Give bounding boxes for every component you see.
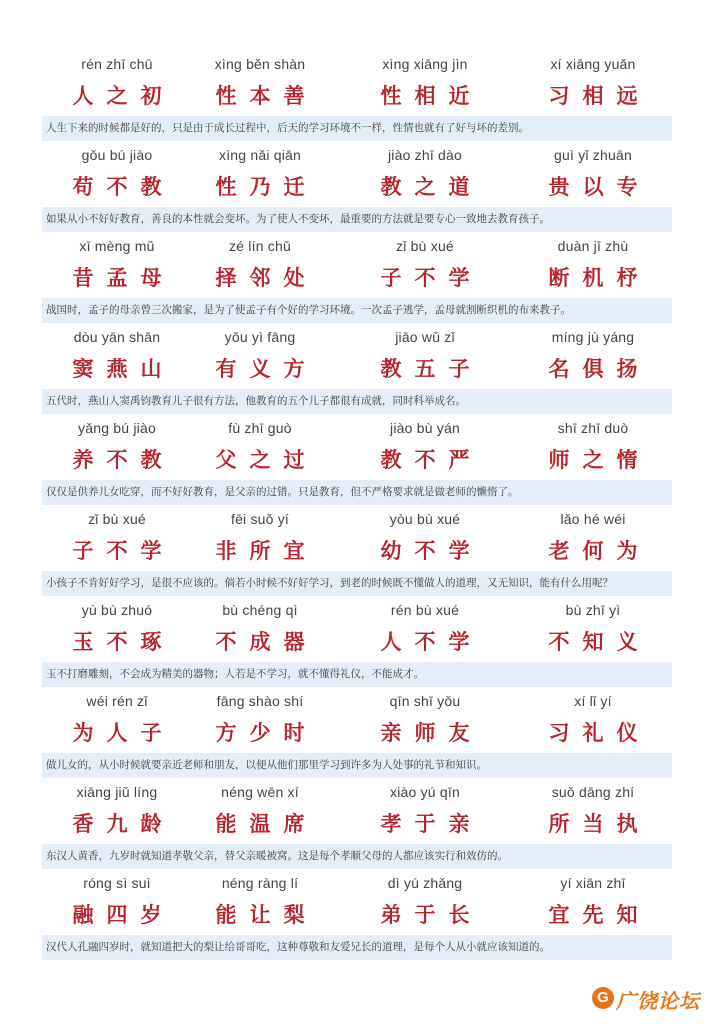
pinyin-text: yǒu yì fāng xyxy=(224,329,296,345)
hanzi-text: 习相远 xyxy=(548,84,651,108)
pinyin-text: xiào yú qīn xyxy=(390,784,460,800)
pinyin-text: xìng xiāng jìn xyxy=(382,56,468,72)
pinyin-text: dòu yān shān xyxy=(73,329,161,345)
hanzi-text: 名俱扬 xyxy=(548,357,651,381)
hanzi-text: 养不教 xyxy=(72,448,175,472)
pinyin-text: jiào bù yán xyxy=(390,420,460,436)
hanzi-row xyxy=(0,444,724,476)
pinyin-text: duàn jī zhù xyxy=(557,238,629,254)
pinyin-text: róng sì suì xyxy=(83,875,151,891)
hanzi-text: 能让梨 xyxy=(215,903,318,927)
pinyin-text: xìng běn shàn xyxy=(214,56,306,72)
hanzi-text: 老何为 xyxy=(548,539,651,563)
pinyin-text: fāng shào shí xyxy=(216,693,304,709)
hanzi-text: 融四岁 xyxy=(72,903,175,927)
explanation-text: 人生下来的时候都是好的，只是由于成长过程中，后天的学习环境不一样，性情也就有了好与坏的差别。 xyxy=(42,116,672,141)
hanzi-text: 教之道 xyxy=(380,175,483,199)
pinyin-text: yù bù zhuó xyxy=(81,602,153,618)
hanzi-row xyxy=(0,808,724,840)
hanzi-text: 人之初 xyxy=(72,84,175,108)
hanzi-row xyxy=(0,262,724,294)
hanzi-row xyxy=(0,171,724,203)
hanzi-row xyxy=(0,717,724,749)
pinyin-text: néng ràng lí xyxy=(221,875,299,891)
pinyin-text: shī zhī duò xyxy=(557,420,629,436)
hanzi-text: 窦燕山 xyxy=(72,357,175,381)
pinyin-text: fù zhī guò xyxy=(228,420,292,436)
pinyin-row xyxy=(0,871,724,895)
hanzi-row xyxy=(0,80,724,112)
explanation-text: 战国时，孟子的母亲曾三次搬家，是为了使孟子有个好的学习环境。一次孟子逃学，孟母就割断织机的布来教子。 xyxy=(42,298,672,323)
pinyin-text: rén zhī chū xyxy=(81,56,153,72)
pinyin-text: zé lín chǔ xyxy=(229,238,291,254)
verse-section xyxy=(0,871,724,962)
verse-section xyxy=(0,780,724,871)
pinyin-text: xí lǐ yí xyxy=(574,693,612,709)
pinyin-row xyxy=(0,52,724,76)
pinyin-text: qīn shī yǒu xyxy=(389,693,461,709)
hanzi-text: 孝于亲 xyxy=(380,812,483,836)
hanzi-text: 断机杼 xyxy=(548,266,651,290)
hanzi-text: 香九龄 xyxy=(72,812,175,836)
hanzi-text: 弟于长 xyxy=(380,903,483,927)
hanzi-row xyxy=(0,353,724,385)
pinyin-text: wéi rén zǐ xyxy=(86,693,148,709)
verse-section xyxy=(0,52,724,143)
explanation-text: 做儿女的，从小时候就要亲近老师和朋友，以便从他们那里学习到许多为人处事的礼节和知识。 xyxy=(42,753,672,778)
pinyin-text: zǐ bù xué xyxy=(396,238,454,254)
verse-section xyxy=(0,234,724,325)
site-watermark-logo xyxy=(590,980,720,1020)
pinyin-text: néng wēn xí xyxy=(221,784,299,800)
hanzi-text: 子不学 xyxy=(380,266,483,290)
hanzi-text: 子不学 xyxy=(72,539,175,563)
pinyin-text: xìng nǎi qiān xyxy=(219,147,301,163)
verse-section xyxy=(0,325,724,416)
hanzi-row xyxy=(0,626,724,658)
explanation-text: 东汉人黄香，九岁时就知道孝敬父亲，替父亲暖被窝。这是每个孝顺父母的人都应该实行和效仿的。 xyxy=(42,844,672,869)
pinyin-row xyxy=(0,143,724,167)
hanzi-text: 所当执 xyxy=(548,812,651,836)
hanzi-text: 不知义 xyxy=(548,630,651,654)
pinyin-text: suǒ dāng zhí xyxy=(551,784,635,800)
pinyin-text: jiāo wǔ zǐ xyxy=(395,329,455,345)
pinyin-text: fēi suǒ yí xyxy=(230,511,290,527)
hanzi-text: 择邻处 xyxy=(215,266,318,290)
pinyin-text: bù chéng qì xyxy=(222,602,298,618)
pinyin-text: yǎng bú jiào xyxy=(78,420,156,436)
hanzi-text: 贵以专 xyxy=(548,175,651,199)
pinyin-text: xí xiāng yuǎn xyxy=(550,56,636,72)
pinyin-text: xī mèng mǔ xyxy=(79,238,155,254)
pinyin-row xyxy=(0,598,724,622)
hanzi-text: 习礼仪 xyxy=(548,721,651,745)
pinyin-text: bù zhī yì xyxy=(565,602,621,618)
hanzi-text: 非所宜 xyxy=(215,539,318,563)
pinyin-row xyxy=(0,416,724,440)
verse-section xyxy=(0,689,724,780)
hanzi-text: 方少时 xyxy=(215,721,318,745)
pinyin-text: míng jù yáng xyxy=(551,329,635,345)
hanzi-text: 幼不学 xyxy=(380,539,483,563)
pinyin-text: gǒu bú jiào xyxy=(81,147,153,163)
explanation-text: 五代时，燕山人窦禹钧教育儿子很有方法，他教育的五个儿子都很有成就，同时科举成名。 xyxy=(42,389,672,414)
verse-section xyxy=(0,416,724,507)
hanzi-text: 教五子 xyxy=(380,357,483,381)
hanzi-text: 苟不教 xyxy=(72,175,175,199)
hanzi-text: 性乃迁 xyxy=(215,175,318,199)
pinyin-text: jiào zhī dào xyxy=(387,147,462,163)
pinyin-text: xiāng jiǔ líng xyxy=(76,784,158,800)
pinyin-text: yí xiān zhī xyxy=(560,875,626,891)
pinyin-text: lǎo hé wéi xyxy=(560,511,626,527)
hanzi-row xyxy=(0,899,724,931)
pinyin-text: dì yú zhǎng xyxy=(387,875,463,891)
pinyin-text: guì yǐ zhuān xyxy=(554,147,632,163)
hanzi-text: 亲师友 xyxy=(380,721,483,745)
hanzi-text: 父之过 xyxy=(215,448,318,472)
explanation-text: 汉代人孔融四岁时，就知道把大的梨让给哥哥吃，这种尊敬和友爱兄长的道理，是每个人从小就应该知道的。 xyxy=(42,935,672,960)
hanzi-text: 宜先知 xyxy=(548,903,651,927)
pinyin-row xyxy=(0,234,724,258)
hanzi-text: 性本善 xyxy=(215,84,318,108)
hanzi-text: 人不学 xyxy=(380,630,483,654)
hanzi-text: 昔孟母 xyxy=(72,266,175,290)
hanzi-row xyxy=(0,535,724,567)
explanation-text: 玉不打磨雕刻，不会成为精美的器物；人若是不学习，就不懂得礼仪，不能成才。 xyxy=(42,662,672,687)
hanzi-text: 教不严 xyxy=(380,448,483,472)
hanzi-text: 能温席 xyxy=(215,812,318,836)
pinyin-text: zǐ bù xué xyxy=(88,511,146,527)
logo-mark-icon: G xyxy=(592,987,614,1009)
watermark-text: 广饶论坛 xyxy=(616,989,700,1013)
pinyin-row xyxy=(0,780,724,804)
pinyin-text: rén bù xué xyxy=(390,602,460,618)
explanation-text: 如果从小不好好教育，善良的本性就会变坏。为了使人不变坏，最重要的方法就是要专心一致地去教育孩子。 xyxy=(42,207,672,232)
hanzi-text: 玉不琢 xyxy=(72,630,175,654)
explanation-text: 仅仅是供养儿女吃穿，而不好好教育，是父亲的过错。只是教育，但不严格要求就是做老师的懒惰了。 xyxy=(42,480,672,505)
pinyin-row xyxy=(0,325,724,349)
verse-section xyxy=(0,143,724,234)
verse-section xyxy=(0,598,724,689)
explanation-text: 小孩子不肯好好学习，是很不应该的。倘若小时候不好好学习，到老的时候既不懂做人的道理，又无知识，能有什么用呢？ xyxy=(42,571,672,596)
hanzi-text: 性相近 xyxy=(380,84,483,108)
hanzi-text: 不成器 xyxy=(215,630,318,654)
hanzi-text: 有义方 xyxy=(215,357,318,381)
pinyin-text: yòu bù xué xyxy=(389,511,461,527)
pinyin-row xyxy=(0,689,724,713)
hanzi-text: 师之惰 xyxy=(548,448,651,472)
pinyin-row xyxy=(0,507,724,531)
verse-section xyxy=(0,507,724,598)
hanzi-text: 为人子 xyxy=(72,721,175,745)
